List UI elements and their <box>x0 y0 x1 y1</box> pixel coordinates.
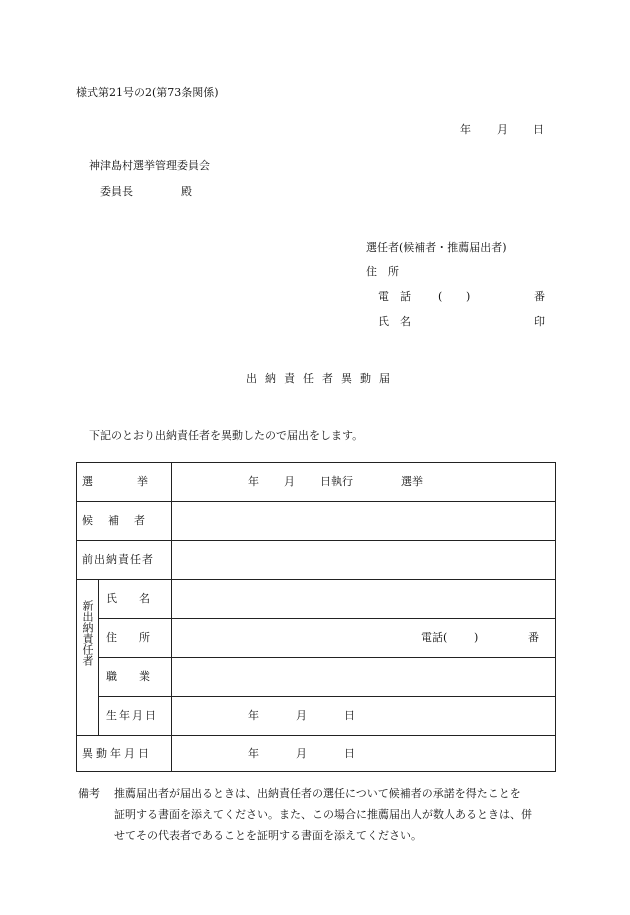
table-rule <box>76 501 556 502</box>
table-rule <box>76 579 556 580</box>
birth-month-label: 月 <box>296 709 307 722</box>
table-divider <box>98 579 99 735</box>
change-day-label: 日 <box>344 747 355 760</box>
change-date-label: 異動年月日 <box>82 747 152 760</box>
election-day-label: 日執行 <box>320 475 353 488</box>
election-month-label: 月 <box>284 475 295 488</box>
election-suffix: 選挙 <box>401 475 423 488</box>
new-address-label: 住 所 <box>106 631 150 644</box>
document-title: 出納責任者異動届 <box>246 372 398 385</box>
candidate-label: 候 補 者 <box>82 514 147 527</box>
remarks-line-3: せてその代表者であることを証明する書面を添えてください。 <box>114 829 422 842</box>
candidate-field[interactable] <box>176 507 549 535</box>
applicant-role: 選任者(候補者・推薦届出者) <box>366 241 507 254</box>
election-label: 選 挙 <box>82 475 148 488</box>
prev-treasurer-field[interactable] <box>176 546 549 574</box>
new-name-label: 氏 名 <box>106 592 150 605</box>
birth-day-label: 日 <box>344 709 355 722</box>
new-treasurer-group-label: 新出納責任者 <box>81 600 94 666</box>
change-month-label: 月 <box>296 747 307 760</box>
applicant-phone-open: ( <box>438 290 443 303</box>
addressee-organization: 神津島村選挙管理委員会 <box>89 159 210 172</box>
remarks-line-2: 証明する書面を添えてください。また、この場合に推薦届出人が数人あるときは、併 <box>114 808 532 821</box>
new-phone-suffix: 番 <box>528 631 539 644</box>
date-day-label: 日 <box>533 123 544 136</box>
applicant-seal: 印 <box>534 315 545 328</box>
table-rule <box>98 618 556 619</box>
new-occupation-field[interactable] <box>176 663 549 691</box>
intro-text: 下記のとおり出納責任者を異動したので届出をします。 <box>89 429 364 442</box>
form-number: 様式第21号の2(第73条関係) <box>76 86 219 99</box>
new-phone-close: ) <box>474 631 479 644</box>
addressee-honorific: 殿 <box>181 185 192 198</box>
table-rule <box>98 696 556 697</box>
election-field[interactable] <box>176 475 549 489</box>
new-phone-label: 電話( <box>421 631 448 644</box>
remarks-head: 備考 <box>78 787 100 800</box>
table-rule <box>76 735 556 736</box>
change-year-label: 年 <box>248 747 259 760</box>
new-address-field[interactable] <box>176 624 406 652</box>
table-divider <box>171 462 172 772</box>
date-year-label: 年 <box>460 123 471 136</box>
applicant-phone-label: 電 話 <box>378 290 411 303</box>
applicant-phone-suffix: 番 <box>534 290 545 303</box>
date-month-label: 月 <box>497 123 508 136</box>
table-rule <box>76 540 556 541</box>
new-name-field[interactable] <box>176 585 549 613</box>
election-year-label: 年 <box>248 475 259 488</box>
applicant-name-label: 氏 名 <box>378 315 411 328</box>
addressee-title: 委員長 <box>100 185 133 198</box>
applicant-address-label: 住 所 <box>366 265 399 278</box>
prev-treasurer-label: 前出納責任者 <box>82 553 154 566</box>
new-birthdate-label: 生年月日 <box>106 709 158 722</box>
new-occupation-label: 職 業 <box>106 670 150 683</box>
table-rule <box>98 657 556 658</box>
remarks-line-1: 推薦届出者が届出るときは、出納責任者の選任について候補者の承諾を得たことを <box>114 787 521 800</box>
birth-year-label: 年 <box>248 709 259 722</box>
applicant-phone-close: ) <box>466 290 471 303</box>
remarks <box>78 783 558 846</box>
